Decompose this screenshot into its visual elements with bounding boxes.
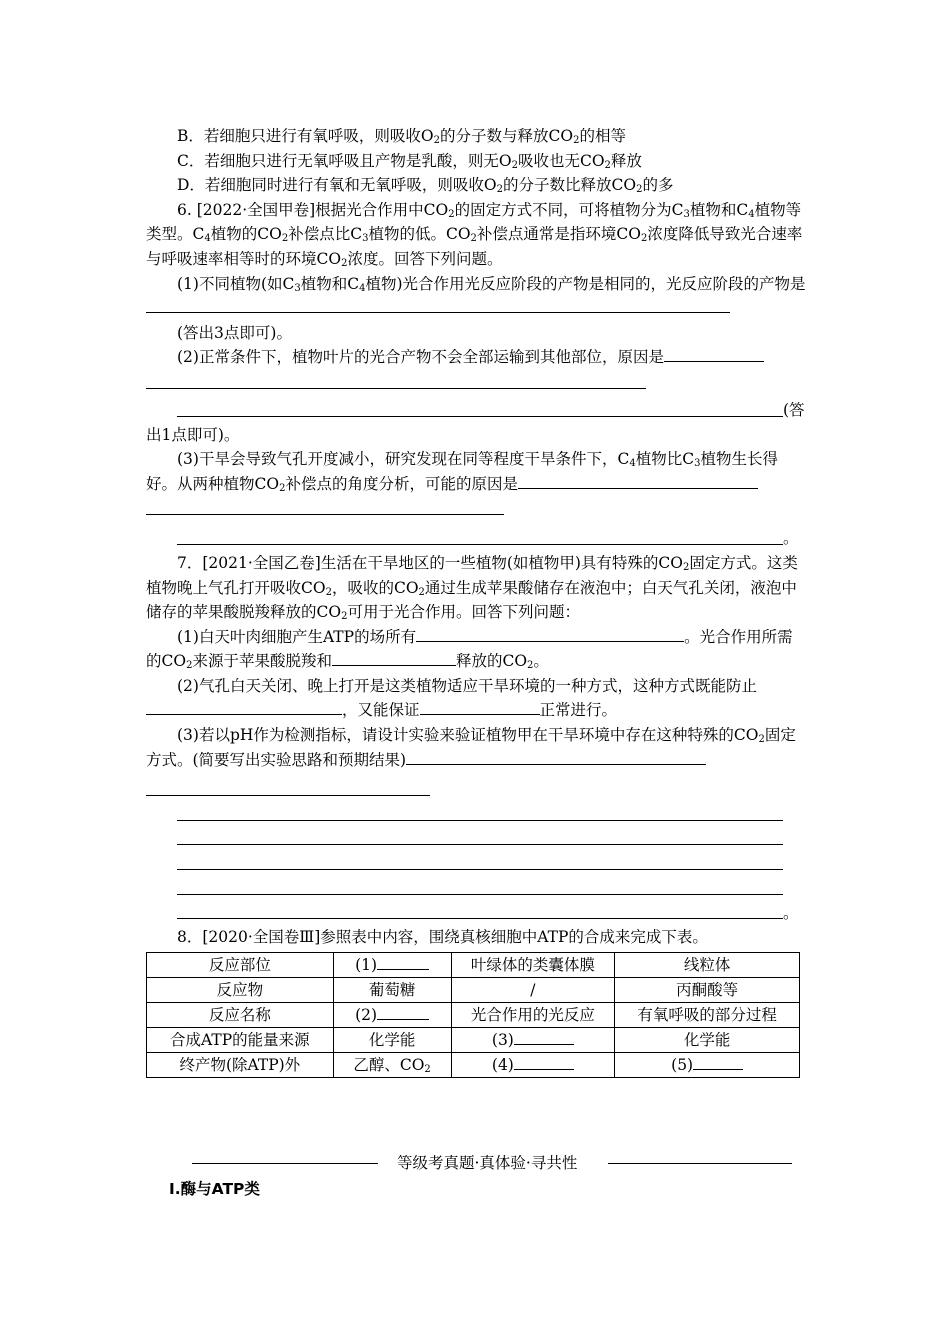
question-6-sub-3: (3)干旱会导致气孔开度减小，研究发现在同等程度干旱条件下，$C_4$植物比$C_3$植物生长得好。从两种植物$CO_2$补偿点的角度分析，可能的原因是	[146, 450, 778, 494]
table-cell[interactable]: (3)	[451, 1027, 615, 1052]
answer-line[interactable]	[146, 851, 806, 876]
answer-blank[interactable]	[514, 1053, 574, 1070]
question-6-sub-1-note: (答出3点即可)。	[177, 323, 292, 342]
table-cell: 乙醇、$CO_2$	[333, 1052, 451, 1077]
question-8-intro: 8．[2020·全国卷Ⅲ]参照表中内容，围绕真核细胞中ATP的合成来完成下表。	[177, 928, 708, 947]
table-cell: 丙酮酸等	[615, 977, 800, 1002]
table-cell: 反应部位	[147, 952, 334, 977]
question-6-sub-2-note: 出1点即可)。	[146, 425, 240, 444]
answer-blank[interactable]	[377, 953, 429, 970]
table-row	[147, 1002, 800, 1027]
table-row	[147, 1027, 800, 1052]
table-cell: 终产物(除ATP)外	[147, 1052, 334, 1077]
section-title: 等级考真题·真体验·寻共性	[397, 1154, 578, 1172]
table-row	[147, 952, 800, 977]
answer-blank[interactable]	[377, 1003, 429, 1020]
table-cell: 叶绿体的类囊体膜	[451, 952, 615, 977]
table-cell[interactable]: (1)	[333, 952, 451, 977]
option-b: B．若细胞只进行有氧呼吸，则吸收$O_2$的分子数与释放$CO_2$的相等	[177, 127, 626, 146]
section-subheading: Ⅰ.酶与ATP类	[169, 1180, 260, 1198]
table-cell: 线粒体	[615, 952, 800, 977]
table-cell: 葡萄糖	[333, 977, 451, 1002]
question-6-stem: 6. [2022·全国甲卷]根据光合作用中$CO_2$的固定方式不同，可将植物分为$C_3$植物和$C_4$植物等类型。$C_4$植物的$CO_2$补偿点比$C_3$植物的低。$CO_2$补偿点通常是指环境$CO_2$浓度降低导致光合速率与呼吸速率相等时的环境$CO_2$浓度。回答下列问题。	[146, 200, 803, 269]
question-7-sub-3: (3)若以pH作为检测指标，请设计实验来验证植物甲在干旱环境中存在这种特殊的$CO_2$固定方式。(简要写出实验思路和预期结果)	[146, 726, 796, 769]
table-cell[interactable]: (4)	[451, 1052, 615, 1077]
answer-blank[interactable]	[693, 1053, 743, 1070]
table-cell: 化学能	[615, 1027, 800, 1052]
answer-blank[interactable]	[416, 625, 684, 642]
answer-line[interactable]	[146, 901, 806, 926]
option-c: C．若细胞只进行无氧呼吸且产物是乳酸，则无$O_2$吸收也无$CO_2$释放	[177, 151, 642, 171]
answer-line[interactable]	[146, 370, 806, 395]
section-divider-left	[192, 1163, 378, 1164]
option-d: D．若细胞同时进行有氧和无氧呼吸，则吸收$O_2$的分子数比释放$CO_2$的多	[177, 176, 674, 196]
table-cell: 反应名称	[147, 1002, 334, 1027]
answer-blank[interactable]	[514, 1028, 574, 1045]
table-cell: 有氧呼吸的部分过程	[615, 1002, 800, 1027]
answer-line[interactable]	[146, 521, 806, 551]
table-row	[147, 977, 800, 1002]
table-cell: 化学能	[333, 1027, 451, 1052]
atp-table	[146, 952, 800, 1078]
table-cell: 合成ATP的能量来源	[147, 1027, 334, 1052]
answer-line[interactable]	[146, 876, 806, 901]
answer-blank[interactable]	[518, 472, 758, 489]
answer-blank[interactable]	[146, 698, 342, 715]
question-7-sub-1: (1)白天叶肉细胞产生ATP的场所有 。光合作用所需的$CO_2$来源于苹果酸脱羧和 释放的$CO_2$。	[146, 625, 806, 674]
answer-line[interactable]	[146, 772, 806, 802]
answer-blank[interactable]	[146, 296, 730, 313]
question-7-stem: 7．[2021·全国乙卷]生活在干旱地区的一些植物(如植物甲)具有特殊的$CO_2$固定方式。这类植物晚上气孔打开吸收$CO_2$，吸收的$CO_2$通过生成苹果酸储存在液泡中；白天气孔关闭，液泡中储存的苹果酸脱羧释放的$CO_2$可用于光合作用。回答下列问题：	[146, 553, 798, 623]
answer-blank[interactable]	[332, 649, 456, 666]
section-divider-right	[608, 1163, 792, 1164]
answer-line-note: (答	[783, 400, 805, 419]
table-cell: 光合作用的光反应	[451, 1002, 615, 1027]
line-end-mark: 。	[783, 529, 799, 548]
table-row	[147, 1052, 800, 1077]
section-header	[192, 1151, 792, 1175]
answer-line[interactable]	[146, 802, 806, 827]
answer-blank[interactable]	[420, 698, 540, 715]
answer-line[interactable]	[146, 496, 806, 521]
table-cell[interactable]: (5)	[615, 1052, 800, 1077]
answer-line[interactable]	[146, 827, 806, 852]
line-end-mark: 。	[783, 903, 799, 922]
answer-blank[interactable]	[406, 748, 706, 765]
table-cell[interactable]: (2)	[333, 1002, 451, 1027]
question-page	[146, 124, 806, 1078]
question-6-sub-2: (2)正常条件下，植物叶片的光合产物不会全部运输到其他部位，原因是	[146, 345, 806, 370]
question-6-sub-1: (1)不同植物(如$C_3$植物和$C_4$植物)光合作用光反应阶段的产物是相同的，光反应阶段的产物是	[146, 272, 806, 321]
question-7-sub-2: (2)气孔白天关闭、晚上打开是这类植物适应干旱环境的一种方式，这种方式既能防止，又能保证 正常进行。	[146, 674, 806, 723]
table-cell: /	[451, 977, 615, 1002]
answer-line[interactable]	[146, 395, 806, 423]
table-cell: 反应物	[147, 977, 334, 1002]
answer-blank[interactable]	[664, 345, 764, 362]
